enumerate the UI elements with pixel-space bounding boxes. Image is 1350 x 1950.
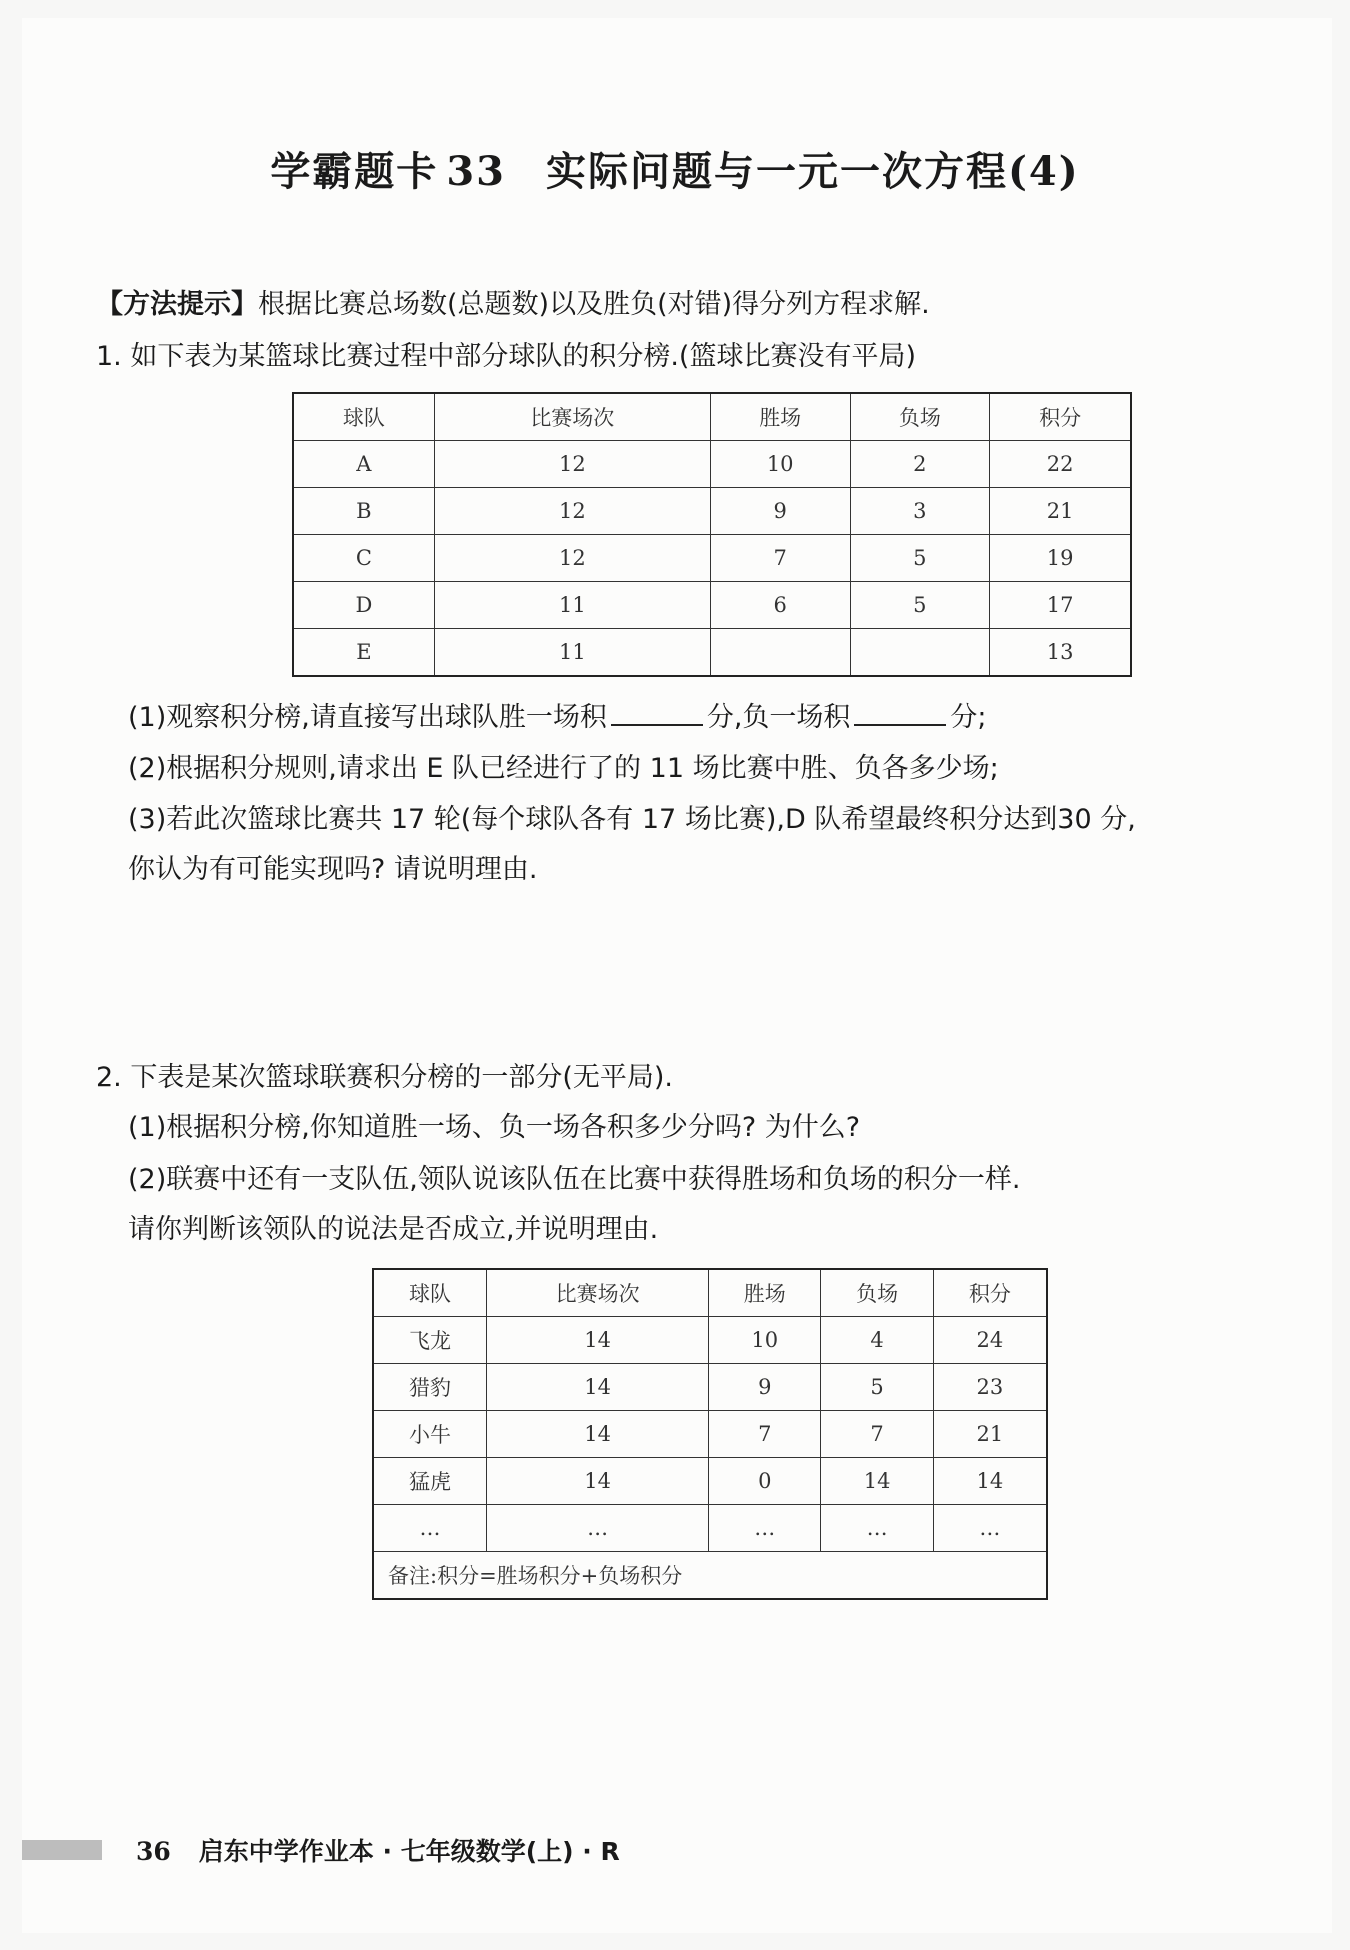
table-cell: B xyxy=(293,488,434,535)
header-cell: 比赛场次 xyxy=(487,1269,709,1317)
footer-bar xyxy=(22,1840,102,1860)
q1-sub3-line1: (3)若此次篮球比赛共 17 轮(每个球队各有 17 场比赛),D 队希望最终积分达到30 分, xyxy=(128,804,1136,835)
page-title xyxy=(0,140,1350,197)
table-cell: 10 xyxy=(710,441,850,488)
q1-sub1-text-c: 分; xyxy=(950,702,987,733)
header-cell: 负场 xyxy=(850,393,990,441)
q2-sub2-line1: (2)联赛中还有一支队伍,领队说该队伍在比赛中获得胜场和负场的积分一样. xyxy=(128,1164,1021,1195)
table-row xyxy=(373,1411,1047,1458)
table-cell: … xyxy=(709,1505,821,1552)
table-cell: 猛虎 xyxy=(373,1458,487,1505)
answer-blank-loss-points[interactable] xyxy=(854,698,946,726)
table-cell: 2 xyxy=(850,441,990,488)
topic-title: 实际问题与一元一次方程(4) xyxy=(545,148,1080,195)
table-cell: 11 xyxy=(434,629,710,677)
header-cell: 球队 xyxy=(373,1269,487,1317)
header-cell: 胜场 xyxy=(710,393,850,441)
table-row xyxy=(293,535,1131,582)
table-cell: A xyxy=(293,441,434,488)
method-hint xyxy=(96,285,930,325)
q1-sub3-line2: 你认为有可能实现吗? 请说明理由. xyxy=(128,854,538,885)
table-cell: 5 xyxy=(850,535,990,582)
table-cell: 9 xyxy=(710,488,850,535)
table-note-row xyxy=(373,1552,1047,1600)
table-cell: 11 xyxy=(434,582,710,629)
q1-sub2: (2)根据积分规则,请求出 E 队已经进行了的 11 场比赛中胜、负各多少场; xyxy=(128,753,999,784)
table-cell: 猎豹 xyxy=(373,1364,487,1411)
table-cell: 17 xyxy=(990,582,1131,629)
table-cell: 21 xyxy=(990,488,1131,535)
table-cell: 10 xyxy=(709,1317,821,1364)
table-cell xyxy=(710,629,850,677)
table-cell: 14 xyxy=(487,1317,709,1364)
table-cell: 4 xyxy=(821,1317,933,1364)
q2-sub2-line2: 请你判断该领队的说法是否成立,并说明理由. xyxy=(128,1214,659,1245)
header-cell: 积分 xyxy=(990,393,1131,441)
method-tag: 【方法提示】 xyxy=(96,289,258,320)
table-row xyxy=(373,1505,1047,1552)
q1-intro: 1. 如下表为某篮球比赛过程中部分球队的积分榜.(篮球比赛没有平局) xyxy=(96,341,916,372)
table-cell: 22 xyxy=(990,441,1131,488)
table-cell: 12 xyxy=(434,535,710,582)
header-cell: 球队 xyxy=(293,393,434,441)
table-cell: 12 xyxy=(434,441,710,488)
method-text: 根据比赛总场数(总题数)以及胜负(对错)得分列方程求解. xyxy=(258,289,930,320)
card-label: 学霸题卡 xyxy=(270,148,439,195)
table-cell: 7 xyxy=(821,1411,933,1458)
table-cell: 14 xyxy=(487,1364,709,1411)
table-cell: 小牛 xyxy=(373,1411,487,1458)
table-cell: 21 xyxy=(933,1411,1047,1458)
table-cell: 14 xyxy=(821,1458,933,1505)
table-note: 备注:积分=胜场积分+负场积分 xyxy=(373,1552,1047,1600)
table-cell: 19 xyxy=(990,535,1131,582)
table-row xyxy=(293,629,1131,677)
q2-sub1: (1)根据积分榜,你知道胜一场、负一场各积多少分吗? 为什么? xyxy=(128,1112,861,1143)
header-cell: 比赛场次 xyxy=(434,393,710,441)
table-row xyxy=(373,1458,1047,1505)
q2-standings-table xyxy=(372,1268,1048,1600)
table-cell: 7 xyxy=(710,535,850,582)
q2-intro: 2. 下表是某次篮球联赛积分榜的一部分(无平局). xyxy=(96,1062,673,1093)
table-cell: … xyxy=(487,1505,709,1552)
table-cell: 5 xyxy=(821,1364,933,1411)
q1-sub1-text-a: (1)观察积分榜,请直接写出球队胜一场积 xyxy=(128,702,607,733)
table-cell: 23 xyxy=(933,1364,1047,1411)
table-cell: … xyxy=(933,1505,1047,1552)
table-cell: 9 xyxy=(709,1364,821,1411)
table-cell: 14 xyxy=(487,1458,709,1505)
table-row xyxy=(293,488,1131,535)
table-cell: 7 xyxy=(709,1411,821,1458)
table-cell: 6 xyxy=(710,582,850,629)
table-cell: 12 xyxy=(434,488,710,535)
page-footer xyxy=(136,1832,620,1868)
table-cell: 3 xyxy=(850,488,990,535)
table-row xyxy=(293,441,1131,488)
table-row xyxy=(373,1364,1047,1411)
book-title: 启东中学作业本 · 七年级数学(上) · R xyxy=(198,1837,620,1866)
q1-sub1 xyxy=(128,698,987,738)
table-cell: C xyxy=(293,535,434,582)
header-cell: 积分 xyxy=(933,1269,1047,1317)
table-row xyxy=(373,1317,1047,1364)
table-cell: … xyxy=(373,1505,487,1552)
table-cell: 13 xyxy=(990,629,1131,677)
answer-blank-win-points[interactable] xyxy=(611,698,703,726)
header-cell: 负场 xyxy=(821,1269,933,1317)
card-number: 33 xyxy=(446,148,506,195)
table-cell: E xyxy=(293,629,434,677)
table-header-row xyxy=(373,1269,1047,1317)
table-cell xyxy=(850,629,990,677)
header-cell: 胜场 xyxy=(709,1269,821,1317)
table-row xyxy=(293,582,1131,629)
q1-standings-table xyxy=(292,392,1132,677)
table-cell: 24 xyxy=(933,1317,1047,1364)
table-cell: 飞龙 xyxy=(373,1317,487,1364)
table-cell: 0 xyxy=(709,1458,821,1505)
page-number: 36 xyxy=(136,1837,171,1866)
table-cell: … xyxy=(821,1505,933,1552)
table-cell: 5 xyxy=(850,582,990,629)
table-cell: 14 xyxy=(933,1458,1047,1505)
table-cell: D xyxy=(293,582,434,629)
q1-sub1-text-b: 分,负一场积 xyxy=(706,702,851,733)
table-cell: 14 xyxy=(487,1411,709,1458)
table-header-row xyxy=(293,393,1131,441)
